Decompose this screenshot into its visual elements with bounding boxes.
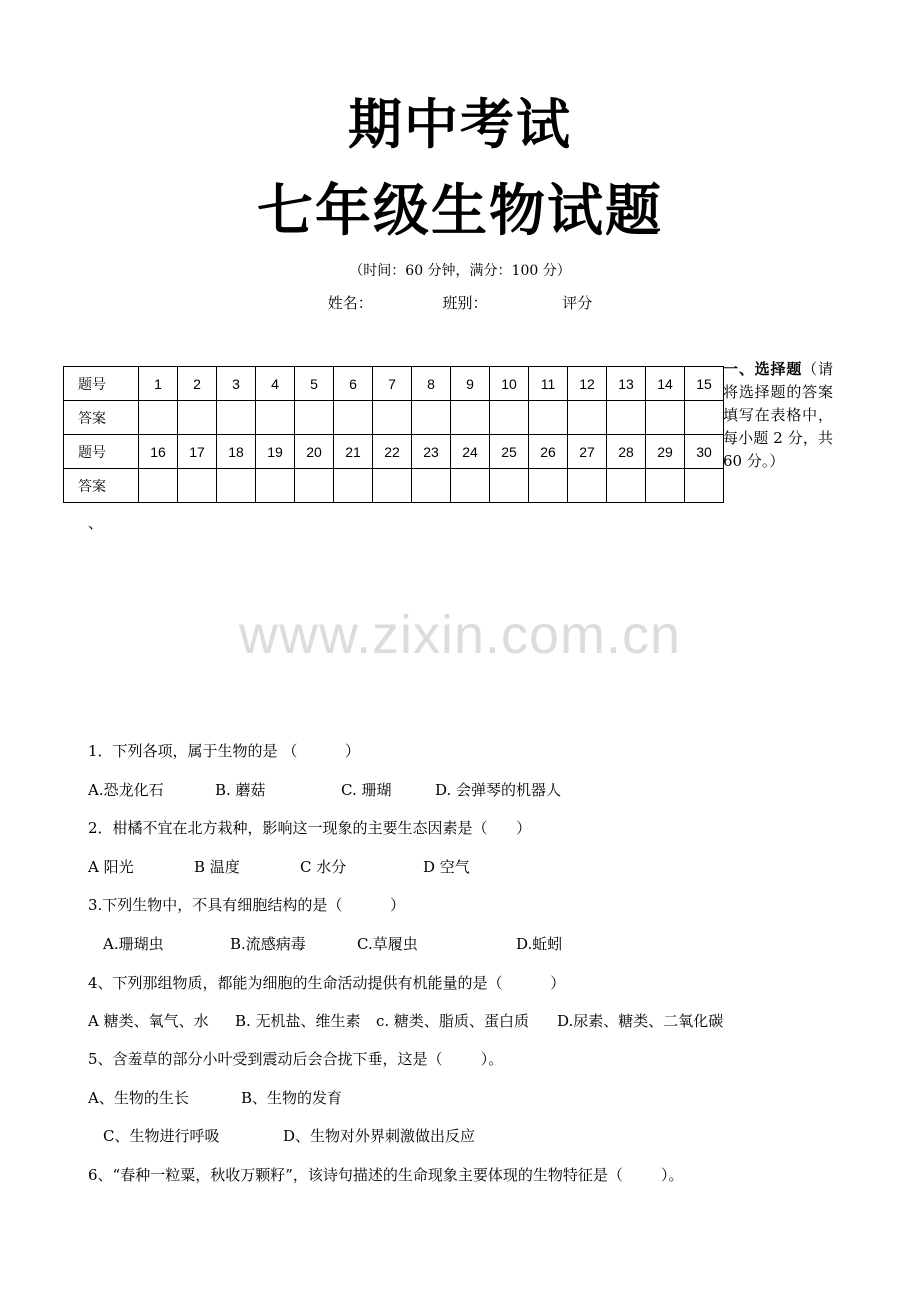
option-c[interactable]: C.草履虫: [357, 935, 418, 953]
question-number-cell: 24: [451, 435, 490, 469]
option-a[interactable]: A、生物的生长: [88, 1089, 189, 1107]
answer-cell[interactable]: [646, 469, 685, 503]
answer-cell[interactable]: [373, 401, 412, 435]
question-number-cell: 19: [256, 435, 295, 469]
question-number-cell: 26: [529, 435, 568, 469]
section-heading: [723, 358, 833, 473]
answer-cell[interactable]: [607, 469, 646, 503]
question-number-cell: 16: [139, 435, 178, 469]
option-d[interactable]: D、生物对外界刺激做出反应: [283, 1127, 476, 1145]
question-number-cell: 14: [646, 367, 685, 401]
answer-cell[interactable]: [217, 401, 256, 435]
answer-cell[interactable]: [490, 469, 529, 503]
question-number-cell: 17: [178, 435, 217, 469]
question-number-cell: 6: [334, 367, 373, 401]
student-info-line: [0, 292, 920, 313]
answer-table-answer-row-2: [64, 469, 724, 503]
answer-cell[interactable]: [646, 401, 685, 435]
question-number-cell: 29: [646, 435, 685, 469]
answer-cell[interactable]: [490, 401, 529, 435]
answer-cell[interactable]: [295, 401, 334, 435]
question-number-cell: 15: [685, 367, 724, 401]
option-b[interactable]: B 温度: [194, 858, 240, 876]
question-number-cell: 10: [490, 367, 529, 401]
option-a[interactable]: A.珊瑚虫: [103, 935, 164, 953]
answer-cell[interactable]: [373, 469, 412, 503]
option-d[interactable]: D. 会弹琴的机器人: [435, 781, 562, 799]
question-3-options: [103, 933, 562, 954]
question-number-cell: 23: [412, 435, 451, 469]
answer-cell[interactable]: [529, 401, 568, 435]
option-d[interactable]: D 空气: [423, 858, 470, 876]
question-number-cell: 28: [607, 435, 646, 469]
section-instruction: （请将选择题的答案填写在表格中，每小题 2 分，共 60 分。）: [723, 360, 833, 470]
row-label-answer: 答案: [64, 469, 139, 503]
option-b[interactable]: B. 无机盐、维生素: [235, 1012, 361, 1030]
class-label: 班别：: [442, 294, 488, 312]
question-number-cell: 13: [607, 367, 646, 401]
question-1-options: [88, 779, 561, 800]
question-number-cell: 4: [256, 367, 295, 401]
question-number-cell: 25: [490, 435, 529, 469]
exam-title: 期中考试: [348, 93, 572, 156]
answer-cell[interactable]: [412, 469, 451, 503]
option-a[interactable]: A 阳光: [88, 858, 134, 876]
answer-cell[interactable]: [178, 401, 217, 435]
answer-table-answer-row-1: [64, 401, 724, 435]
question-number-cell: 2: [178, 367, 217, 401]
option-b[interactable]: B.流感病毒: [230, 935, 306, 953]
answer-cell[interactable]: [412, 401, 451, 435]
answer-cell[interactable]: [685, 401, 724, 435]
question-number-cell: 11: [529, 367, 568, 401]
question-4-stem: 4、下列那组物质，都能为细胞的生命活动提供有机能量的是（ ）: [88, 974, 566, 992]
answer-cell[interactable]: [139, 469, 178, 503]
name-label: 姓名：: [327, 294, 373, 312]
watermark: www.zixin.com.cn: [238, 605, 682, 665]
question-6-stem: 6、“春种一粒粟，秋收万颗籽”，该诗句描述的生命现象主要体现的生物特征是（ ）。: [88, 1166, 684, 1184]
answer-table-number-row-1: [64, 367, 724, 401]
section-title: 一、选择题: [723, 360, 803, 378]
option-c[interactable]: c. 糖类、脂质、蛋白质: [376, 1012, 529, 1030]
answer-cell[interactable]: [178, 469, 217, 503]
answer-cell[interactable]: [568, 469, 607, 503]
answer-cell[interactable]: [451, 401, 490, 435]
option-d[interactable]: D.蚯蚓: [516, 935, 563, 953]
question-5-stem: 5、含羞草的部分小叶受到震动后会合拢下垂，这是（ ）。: [88, 1050, 504, 1068]
option-c[interactable]: C、生物进行呼吸: [103, 1127, 220, 1145]
answer-cell[interactable]: [568, 401, 607, 435]
question-5-options-row-2: [103, 1125, 475, 1146]
question-1-stem: 1．下列各项，属于生物的是 （ ）: [88, 742, 360, 760]
answer-cell[interactable]: [607, 401, 646, 435]
option-a[interactable]: A.恐龙化石: [88, 781, 164, 799]
answer-cell[interactable]: [334, 401, 373, 435]
question-4-options: [88, 1010, 723, 1031]
question-number-cell: 3: [217, 367, 256, 401]
question-number-cell: 12: [568, 367, 607, 401]
question-number-cell: 7: [373, 367, 412, 401]
option-c[interactable]: C 水分: [300, 858, 347, 876]
row-label-answer: 答案: [64, 401, 139, 435]
option-d[interactable]: D.尿素、糖类、二氧化碳: [557, 1012, 724, 1030]
option-b[interactable]: B. 蘑菇: [215, 781, 266, 799]
row-label-number: 题号: [64, 367, 139, 401]
score-label: 评分: [562, 294, 593, 312]
option-c[interactable]: C. 珊瑚: [341, 781, 392, 799]
question-2-stem: 2．柑橘不宜在北方栽种，影响这一现象的主要生态因素是（ ）: [88, 819, 532, 837]
question-number-cell: 30: [685, 435, 724, 469]
question-2-options: [88, 856, 470, 877]
stray-mark: 、: [88, 514, 104, 532]
option-a[interactable]: A 糖类、氧气、水: [88, 1012, 209, 1030]
question-number-cell: 22: [373, 435, 412, 469]
answer-cell[interactable]: [256, 401, 295, 435]
question-number-cell: 9: [451, 367, 490, 401]
answer-cell[interactable]: [529, 469, 568, 503]
question-number-cell: 20: [295, 435, 334, 469]
row-label-number: 题号: [64, 435, 139, 469]
question-number-cell: 8: [412, 367, 451, 401]
answer-cell[interactable]: [334, 469, 373, 503]
answer-cell[interactable]: [217, 469, 256, 503]
answer-table-number-row-2: [64, 435, 724, 469]
answer-table: [63, 366, 724, 503]
exam-time-and-score: （时间：60 分钟，满分：100 分）: [349, 263, 571, 279]
question-3-stem: 3.下列生物中，不具有细胞结构的是（ ）: [88, 896, 405, 914]
question-5-options-row-1: [88, 1087, 342, 1108]
question-number-cell: 1: [139, 367, 178, 401]
option-b[interactable]: B、生物的发育: [241, 1089, 343, 1107]
answer-cell[interactable]: [256, 469, 295, 503]
answer-cell[interactable]: [451, 469, 490, 503]
answer-cell[interactable]: [295, 469, 334, 503]
answer-cell[interactable]: [685, 469, 724, 503]
question-number-cell: 18: [217, 435, 256, 469]
answer-cell[interactable]: [139, 401, 178, 435]
question-number-cell: 27: [568, 435, 607, 469]
question-number-cell: 5: [295, 367, 334, 401]
question-number-cell: 21: [334, 435, 373, 469]
exam-subject-title: 七年级生物试题: [257, 179, 663, 244]
